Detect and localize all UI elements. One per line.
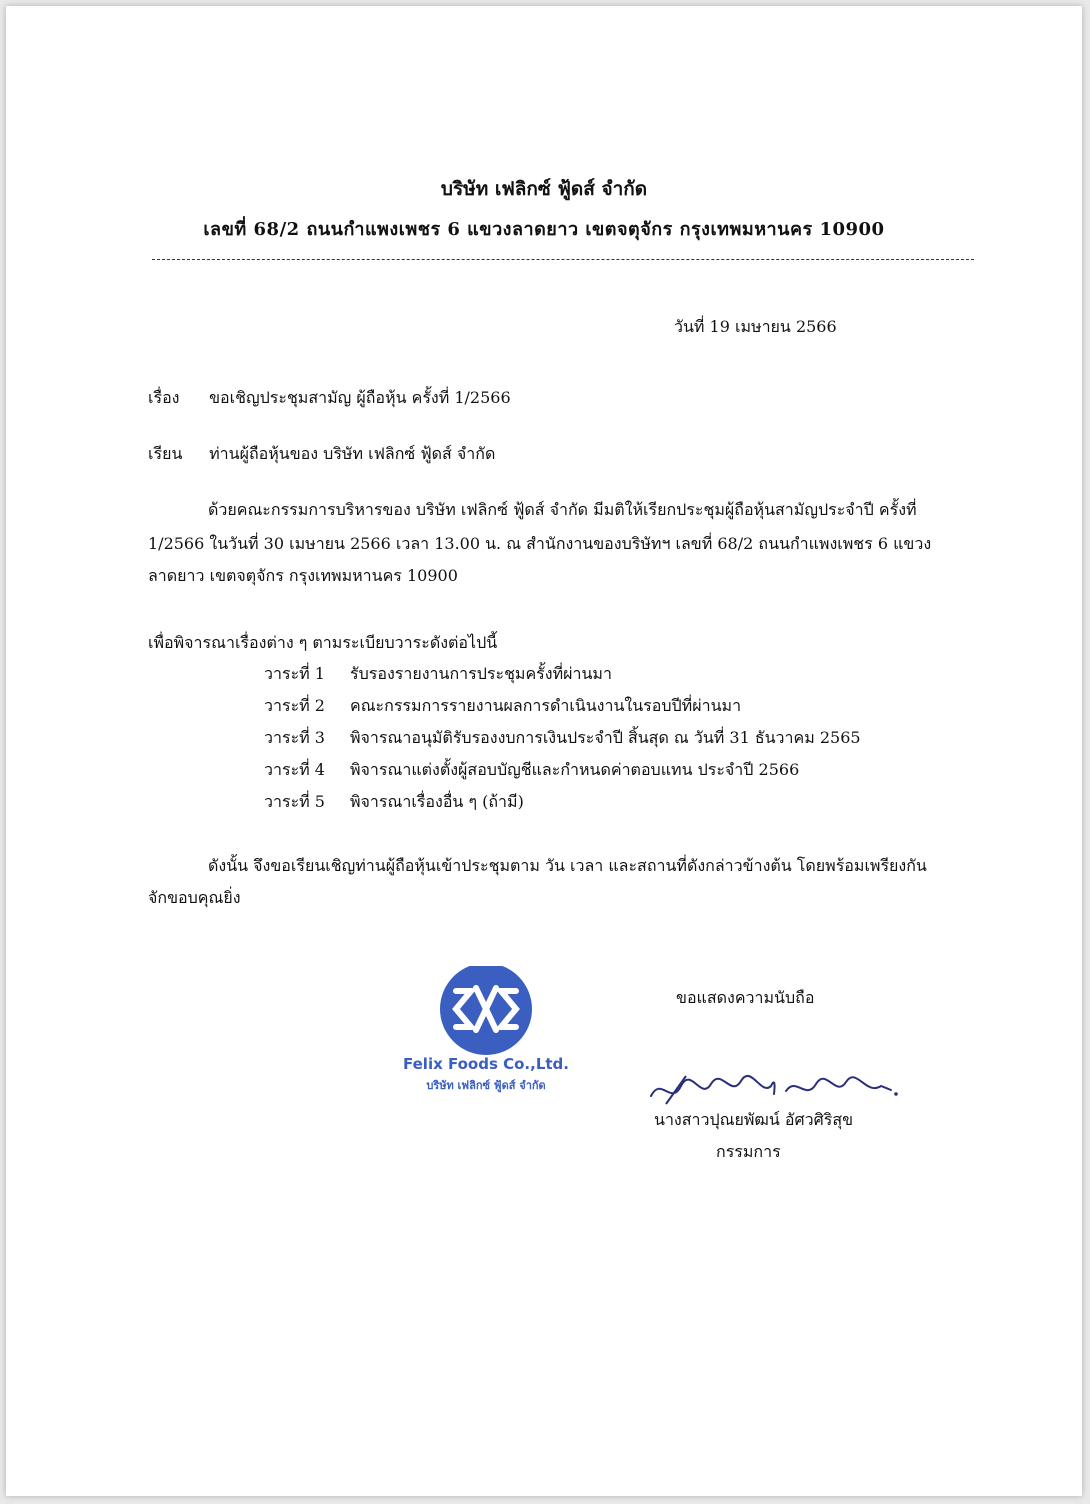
agenda-number: วาระที่ 4 (264, 760, 325, 779)
agenda-item (264, 662, 612, 687)
recipient-label: เรียน (148, 444, 183, 463)
logo-company-name-en: Felix Foods Co.,Ltd. (402, 1055, 569, 1073)
company-address-header: เลขที่ 68/2 ถนนกำแพงเพชร 6 แขวงลาดยาว เขตจตุจักร กรุงเทพมหานคร 10900 (203, 219, 885, 240)
agenda-text: พิจารณาแต่งตั้งผู้สอบบัญชีและกำหนดค่าตอบแทน ประจำปี 2566 (350, 760, 800, 779)
agenda-number: วาระที่ 5 (264, 792, 325, 811)
header-divider (152, 259, 974, 260)
agenda-intro: เพื่อพิจารณาเรื่องต่าง ๆ ตามระเบียบวาระดังต่อไปนี้ (148, 633, 498, 652)
paragraph-2-line-2: จักขอบคุณยิ่ง (148, 888, 241, 907)
closing-salutation: ขอแสดงความนับถือ (676, 988, 815, 1007)
signatory-title: กรรมการ (716, 1142, 781, 1161)
paragraph-1-line-3: ลาดยาว เขตจตุจักร กรุงเทพมหานคร 10900 (148, 566, 458, 585)
agenda-item (264, 758, 799, 783)
agenda-text: พิจารณาอนุมัติรับรองงบการเงินประจำปี สิ้นสุด ณ วันที่ 31 ธันวาคม 2565 (350, 728, 861, 747)
handwritten-signature (646, 1056, 906, 1116)
subject-label: เรื่อง (148, 388, 180, 407)
letter-date: วันที่ 19 เมษายน 2566 (674, 317, 837, 336)
agenda-number: วาระที่ 1 (264, 664, 325, 683)
agenda-text: พิจารณาเรื่องอื่น ๆ (ถ้ามี) (350, 792, 524, 811)
agenda-item (264, 694, 741, 719)
recipient-text: ท่านผู้ถือหุ้นของ บริษัท เฟลิกซ์ ฟู้ดส์ จำกัด (209, 444, 496, 463)
letter-page (6, 6, 1082, 1496)
agenda-text: คณะกรรมการรายงานผลการดำเนินงานในรอบปีที่ผ่านมา (350, 696, 742, 715)
agenda-number: วาระที่ 3 (264, 728, 325, 747)
paragraph-2-line-1: ดังนั้น จึงขอเรียนเชิญท่านผู้ถือหุ้นเข้าประชุมตาม วัน เวลา และสถานที่ดังกล่าวข้างต้น โดยพร้อมเพรียงกัน (208, 856, 927, 875)
subject-text: ขอเชิญประชุมสามัญ ผู้ถือหุ้น ครั้งที่ 1/2566 (209, 388, 511, 407)
paragraph-1-line-1: ด้วยคณะกรรมการบริหารของ บริษัท เฟลิกซ์ ฟู้ดส์ จำกัด มีมติให้เรียกประชุมผู้ถือหุ้นสามัญประจำปี ครั้งที่ (208, 500, 917, 519)
logo-company-name-th: บริษัท เฟลิกซ์ ฟู้ดส์ จำกัด (426, 1079, 546, 1092)
recipient-line (148, 442, 495, 467)
signatory-name: นางสาวปุณยพัฒน์ อัศวศิริสุข (654, 1110, 854, 1129)
agenda-text: รับรองรายงานการประชุมครั้งที่ผ่านมา (350, 664, 612, 683)
paragraph-1-line-2: 1/2566 ในวันที่ 30 เมษายน 2566 เวลา 13.00 น. ณ สำนักงานของบริษัทฯ เลขที่ 68/2 ถนนกำแพงเพชร 6 แขวง (148, 534, 932, 553)
agenda-item (264, 790, 524, 815)
subject-line (148, 386, 511, 411)
company-name-header: บริษัท เฟลิกซ์ ฟู้ดส์ จำกัด (440, 178, 648, 200)
agenda-number: วาระที่ 2 (264, 696, 325, 715)
agenda-item (264, 726, 861, 751)
